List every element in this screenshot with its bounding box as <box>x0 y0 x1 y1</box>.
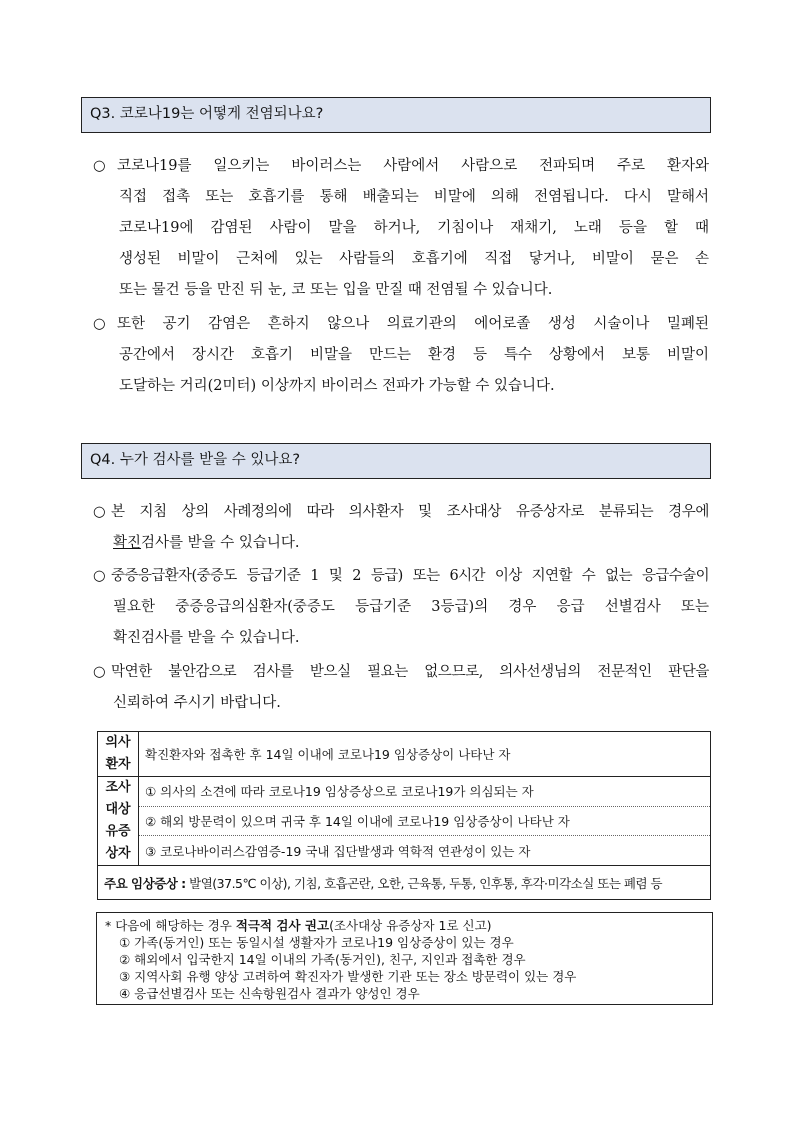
symptoms-label: 주요 임상증상 : <box>104 875 186 891</box>
bullet-icon: ○ <box>93 158 106 174</box>
q3-title: Q3. 코로나19는 어떻게 전염되나요? <box>81 97 711 133</box>
bullet-icon: ○ <box>93 316 106 332</box>
q4-paragraph-1: ○ 본 지침 상의 사례정의에 따라 의사환자 및 조사대상 유증상자로 분류되는 경우에 확진검사를 받을 수 있습니다. <box>93 497 709 559</box>
symptoms-row <box>98 866 711 900</box>
q4-title: Q4. 누가 검사를 받을 수 있나요? <box>81 443 711 479</box>
table-row <box>98 732 711 777</box>
pui-item: ② 해외 방문력이 있으며 귀국 후 14일 이내에 코로나19 임상증상이 나타난 자 <box>139 806 711 836</box>
suspect-header: 의사 환자 <box>98 732 139 777</box>
q3-paragraph-1: ○ 코로나19를 일으키는 바이러스는 사람에서 사람으로 전파되며 주로 환자와 직접 접촉 또는 호흡기를 통해 배출되는 비말에 의해 전염됩니다. 다시 말해서 코로나19에 감염된 사람이 말을 하거나, 기침이나 재채기, 노래 등을 할 때 생성된 비말이 근처에 있는 사람들의 호흡기에 직접 닿거나, 비말이 묻은 손 또는 물건 등을 만진 뒤 눈, 코 또는 입을 만질 때 전염될 수 있습니다. <box>93 151 709 306</box>
pui-item: ③ 코로나바이러스감염증-19 국내 집단발생과 역학적 연관성이 있는 자 <box>139 836 711 866</box>
note-emphasis: 적극적 검사 권고 <box>235 918 330 933</box>
suspect-definition: 확진환자와 접촉한 후 14일 이내에 코로나19 임상증상이 나타난 자 <box>139 732 711 777</box>
case-definition-table <box>97 731 711 900</box>
pui-item: ① 의사의 소견에 따라 코로나19 임상증상으로 코로나19가 의심되는 자 <box>139 777 711 807</box>
q4-paragraph-2: ○ 중증응급환자(중증도 등급기준 1 및 2 등급) 또는 6시간 이상 지연할 수 없는 응급수술이 필요한 중증응급의심환자(중증도 등급기준 3등급)의 경우 응급 선별검사 또는 확진검사를 받을 수 있습니다. <box>93 561 709 654</box>
bullet-icon: ○ <box>93 568 106 584</box>
underlined-text: 확진 <box>113 535 142 551</box>
testing-recommendation-note: * 다음에 해당하는 경우 적극적 검사 권고(조사대상 유증상자 1로 신고) ① 가족(동거인) 또는 동일시설 생활자가 코로나19 임상증상이 있는 경우 ② 해외에서 입국한지 14일 이내의 가족(동거인), 친구, 지인과 접촉한 경우 ③ 지역사회 유행 양상 고려하여 확진자가 발생한 기관 또는 장소 방문력이 있는 경우 ④ 응급선별검사 또는 신속항원검사 결과가 양성인 경우 <box>96 912 713 1005</box>
note-item: ② 해외에서 입국한지 14일 이내의 가족(동거인), 친구, 지인과 접촉한 경우 <box>119 952 526 967</box>
symptoms-text: 발열(37.5℃ 이상), 기침, 호흡곤란, 오한, 근육통, 두통, 인후통, 후각·미각소실 또는 폐렴 등 <box>189 875 663 891</box>
q3-paragraph-2: ○ 또한 공기 감염은 흔하지 않으나 의료기관의 에어로졸 생성 시술이나 밀폐된 공간에서 장시간 호흡기 비말을 만드는 환경 등 특수 상황에서 보통 비말이 도달하는 거리(2미터) 이상까지 바이러스 전파가 가능할 수 있습니다. <box>93 309 709 402</box>
note-item: ④ 응급선별검사 또는 신속항원검사 결과가 양성인 경우 <box>119 986 420 1001</box>
table-row <box>98 806 711 836</box>
q4-paragraph-3: ○ 막연한 불안감으로 검사를 받으실 필요는 없으므로, 의사선생님의 전문적인 판단을 신뢰하여 주시기 바랍니다. <box>93 657 709 719</box>
pui-header: 조사 대상 유증 상자 <box>98 777 139 866</box>
table-row <box>98 866 711 900</box>
table-row <box>98 836 711 866</box>
bullet-icon: ○ <box>93 664 106 680</box>
bullet-icon: ○ <box>93 504 106 520</box>
table-row <box>98 777 711 807</box>
note-item: ① 가족(동거인) 또는 동일시설 생활자가 코로나19 임상증상이 있는 경우 <box>119 935 514 950</box>
note-item: ③ 지역사회 유행 양상 고려하여 확진자가 발생한 기관 또는 장소 방문력이 있는 경우 <box>119 969 577 984</box>
